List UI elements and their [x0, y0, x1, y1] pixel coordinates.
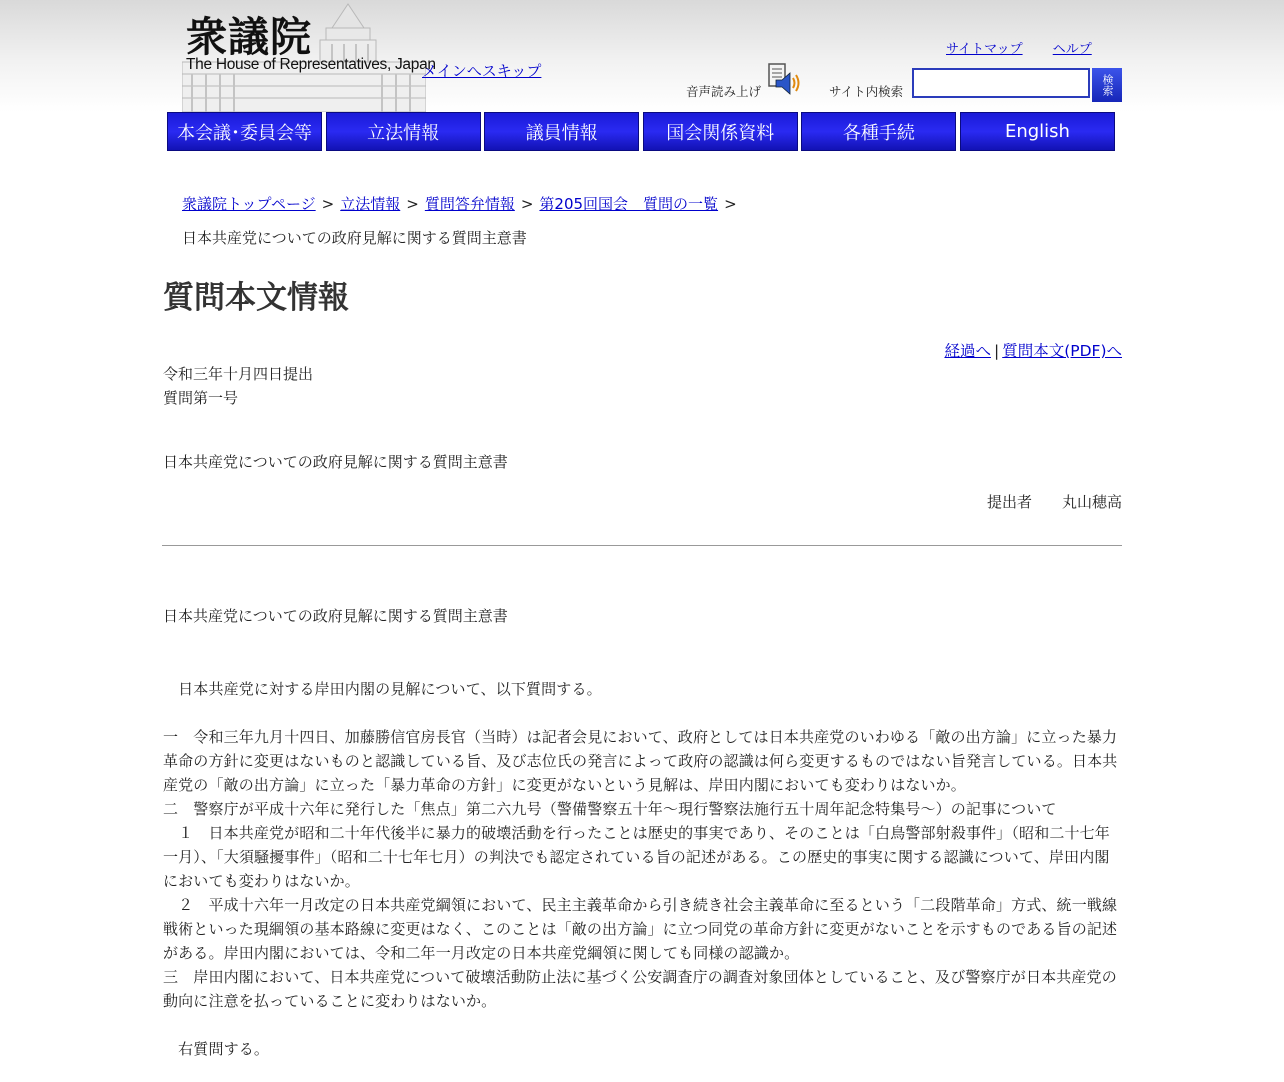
nav-member-info[interactable]: 議員情報: [484, 112, 639, 151]
submission-date: 令和三年十月四日提出: [163, 365, 314, 383]
body-intro: 日本共産党に対する岸田内閣の見解について、以下質問する。: [163, 680, 602, 698]
nav-procedures[interactable]: 各種手続: [801, 112, 956, 151]
breadcrumb-questions[interactable]: 質問答弁情報: [424, 195, 515, 213]
breadcrumb-separator: >: [406, 195, 419, 213]
site-logo[interactable]: [182, 0, 436, 112]
site-search-input[interactable]: [912, 68, 1090, 98]
breadcrumb: [182, 187, 743, 255]
submission-meta: [163, 362, 313, 410]
document-links: [944, 339, 1122, 361]
site-header: [0, 0, 1284, 112]
breadcrumb-legislation[interactable]: 立法情報: [340, 195, 401, 213]
question-subject: 日本共産党についての政府見解に関する質問主意書: [163, 453, 508, 471]
pdf-link[interactable]: 質問本文(PDF)へ: [1002, 342, 1122, 360]
nav-legislation-info[interactable]: 立法情報: [326, 112, 481, 151]
breadcrumb-current: 日本共産党についての政府見解に関する質問主意書: [182, 229, 527, 247]
body-question-3: 三 岸田内閣において、日本共産党について破壊活動防止法に基づく公安調査庁の調査対象団体としていること、及び警察庁が日本共産党の動向に注意を払っていることに変わりはないか。: [163, 968, 1117, 1010]
question-body: [163, 677, 1123, 1061]
link-separator: |: [993, 342, 1000, 360]
submitter: 提出者 丸山穂高: [986, 493, 1122, 511]
main-navigation: [167, 112, 1117, 151]
breadcrumb-session-list[interactable]: 第205回国会 質問の一覧: [539, 195, 719, 213]
breadcrumb-separator: >: [321, 195, 335, 213]
breadcrumb-separator: >: [724, 195, 737, 213]
breadcrumb-top[interactable]: 衆議院トップページ: [182, 195, 316, 213]
sitemap-link[interactable]: サイトマップ: [946, 42, 1023, 57]
site-search-button[interactable]: 検索: [1092, 68, 1122, 102]
nav-diet-materials[interactable]: 国会関係資料: [643, 112, 798, 151]
divider: [162, 545, 1122, 546]
utility-links: [946, 38, 1118, 57]
body-question-2-1: １ 日本共産党が昭和二十年代後半に暴力的破壊活動を行ったことは歴史的事実であり、そのことは「白鳥警部射殺事件」（昭和二十七年一月）、「大須騒擾事件」（昭和二十七年七月）の判決でも認定されている旨の記述がある。この歴史的事実に関する認識について、岸田内閣においても変わりはないか。: [163, 824, 1110, 890]
site-search-label: サイト内検索: [829, 84, 904, 99]
progress-link[interactable]: 経過へ: [944, 342, 991, 360]
page-title: 質問本文情報: [163, 280, 349, 316]
logo-english: The House of Representatives, Japan: [186, 56, 436, 73]
skip-to-main-link[interactable]: メインへスキップ: [422, 62, 542, 80]
nav-plenary-committees[interactable]: 本会議･委員会等: [167, 112, 322, 151]
body-question-2-2: ２ 平成十六年一月改定の日本共産党綱領において、民主主義革命から引き続き社会主義革命に至るという「二段階革命」方式、統一戦線戦術といった現綱領の基本路線に変更はなく、このことは「敵の出方論」に立つ同党の革命方針に変更がないことを示すものである旨の記述がある。岸田内閣においては、令和二年一月改定の日本共産党綱領に関しても同様の認識か。: [163, 896, 1118, 962]
body-question-1: 一 令和三年九月十四日、加藤勝信官房長官（当時）は記者会見において、政府としては日本共産党のいわゆる「敵の出方論」に立った暴力革命の方針に変更はないものと認識している旨、及び志位氏の発言によって政府の認識は何ら変更するものではない旨発言している。日本共産党の「敵の出方論」に立った「暴力革命の方針」に変更がないという見解は、岸田内閣においても変わりはないか。: [163, 728, 1118, 794]
nav-english[interactable]: English: [960, 112, 1115, 151]
question-subject-repeat: 日本共産党についての政府見解に関する質問主意書: [163, 607, 508, 625]
logo-japanese: 衆議院: [186, 13, 312, 61]
breadcrumb-separator: >: [520, 195, 534, 213]
question-number: 質問第一号: [163, 389, 239, 407]
speaker-icon: [768, 62, 800, 96]
body-question-2: 二 警察庁が平成十六年に発行した「焦点」第二六九号（警備警察五十年〜現行警察法施行五十周年記念特集号〜）の記事について: [163, 800, 1057, 818]
help-link[interactable]: ヘルプ: [1052, 42, 1092, 57]
voice-reader-label: 音声読み上げ: [686, 84, 762, 99]
body-closing: 右質問する。: [163, 1040, 270, 1058]
